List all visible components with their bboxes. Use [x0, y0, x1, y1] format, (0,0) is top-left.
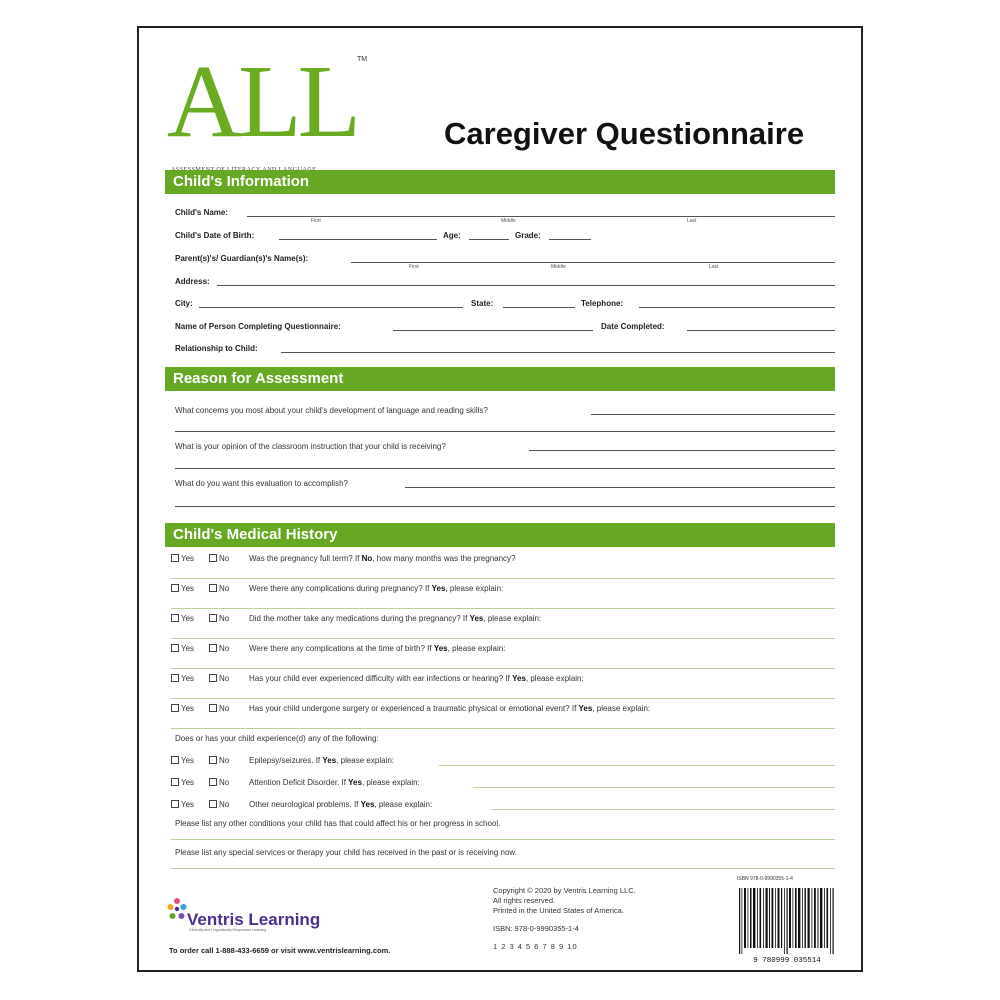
checkbox-square[interactable]	[171, 644, 179, 652]
address-line[interactable]	[217, 285, 835, 286]
logo-letters: ALL	[167, 44, 358, 159]
reason-answer-line[interactable]	[175, 431, 835, 432]
reason-answer-line[interactable]	[529, 450, 835, 451]
no-checkbox[interactable]: No	[209, 704, 229, 713]
checkbox-square[interactable]	[171, 778, 179, 786]
checkbox-square[interactable]	[171, 674, 179, 682]
grade-label: Grade:	[515, 231, 541, 240]
answer-line[interactable]	[439, 765, 835, 766]
answer-line[interactable]	[473, 787, 835, 788]
barcode-icon	[737, 886, 837, 966]
first-caption: First	[311, 218, 321, 224]
yes-checkbox[interactable]: Yes	[171, 584, 194, 593]
state-line[interactable]	[503, 307, 575, 308]
person-completing-line[interactable]	[393, 330, 593, 331]
first-caption: First	[409, 264, 419, 270]
condition-neurological: Other neurological problems. If Yes, please explain:	[249, 800, 433, 809]
age-line[interactable]	[469, 239, 509, 240]
grade-line[interactable]	[549, 239, 591, 240]
yes-checkbox[interactable]: Yes	[171, 554, 194, 563]
dob-label: Child's Date of Birth:	[175, 231, 255, 240]
answer-line[interactable]	[171, 839, 835, 840]
parent-name-line[interactable]	[351, 262, 835, 263]
checkbox-square[interactable]	[209, 756, 217, 764]
checkbox-square[interactable]	[209, 674, 217, 682]
no-checkbox[interactable]: No	[209, 756, 229, 765]
condition-add: Attention Deficit Disorder. If Yes, please explain:	[249, 778, 420, 787]
reason-question-1: What concerns you most about your child's development of language and reading skills?	[175, 406, 488, 415]
document-title: Caregiver Questionnaire	[444, 116, 805, 151]
last-caption: Last	[709, 264, 719, 270]
answer-line[interactable]	[171, 668, 835, 669]
checkbox-square[interactable]	[171, 614, 179, 622]
yes-checkbox[interactable]: Yes	[171, 704, 194, 713]
checkbox-square[interactable]	[171, 584, 179, 592]
city-label: City:	[175, 299, 193, 308]
checkbox-square[interactable]	[171, 704, 179, 712]
reason-answer-line[interactable]	[175, 468, 835, 469]
yes-checkbox[interactable]: Yes	[171, 800, 194, 809]
section-header-childs-information	[165, 170, 835, 194]
telephone-line[interactable]	[639, 307, 835, 308]
ventris-star-icon	[167, 896, 187, 922]
no-checkbox[interactable]: No	[209, 614, 229, 623]
date-completed-label: Date Completed:	[601, 322, 665, 331]
reason-answer-line[interactable]	[175, 506, 835, 507]
conditions-intro: Does or has your child experience(d) any of the following:	[175, 734, 379, 743]
answer-line[interactable]	[171, 578, 835, 579]
medical-question-2: Were there any complications during pregnancy? If Yes, please explain:	[249, 584, 504, 593]
city-line[interactable]	[199, 307, 463, 308]
date-completed-line[interactable]	[687, 330, 835, 331]
state-label: State:	[471, 299, 494, 308]
barcode-isbn-text: ISBN 978-0-9990355-1-4	[737, 876, 793, 882]
reason-question-3: What do you want this evaluation to accomplish?	[175, 479, 348, 488]
questionnaire-page	[137, 26, 863, 972]
no-checkbox[interactable]: No	[209, 800, 229, 809]
answer-line[interactable]	[491, 809, 835, 810]
section-title: Reason for Assessment	[173, 370, 344, 387]
dob-line[interactable]	[279, 239, 437, 240]
yes-checkbox[interactable]: Yes	[171, 644, 194, 653]
no-checkbox[interactable]: No	[209, 778, 229, 787]
childs-name-line[interactable]	[247, 216, 835, 217]
medical-question-5: Has your child ever experienced difficulty with ear infections or hearing? If Yes, please explain:	[249, 674, 584, 683]
answer-line[interactable]	[171, 698, 835, 699]
answer-line[interactable]	[171, 638, 835, 639]
medical-question-3: Did the mother take any medications during the pregnancy? If Yes, please explain:	[249, 614, 542, 623]
section-title: Child's Medical History	[173, 526, 338, 543]
section-title: Child's Information	[173, 173, 310, 190]
medical-question-6: Has your child undergone surgery or experienced a traumatic physical or emotional event? If Yes, please explain:	[249, 704, 651, 713]
other-conditions-prompt: Please list any other conditions your child has that could affect his or her progress in school.	[175, 819, 501, 828]
no-checkbox[interactable]: No	[209, 644, 229, 653]
middle-caption: Middle	[551, 264, 566, 270]
checkbox-square[interactable]	[209, 584, 217, 592]
checkbox-square[interactable]	[209, 644, 217, 652]
yes-checkbox[interactable]: Yes	[171, 614, 194, 623]
yes-checkbox[interactable]: Yes	[171, 756, 194, 765]
checkbox-square[interactable]	[171, 554, 179, 562]
age-label: Age:	[443, 231, 461, 240]
no-checkbox[interactable]: No	[209, 674, 229, 683]
relationship-label: Relationship to Child:	[175, 344, 258, 353]
parent-name-label: Parent(s)'s/ Guardian(s)'s Name(s):	[175, 254, 309, 263]
address-label: Address:	[175, 277, 210, 286]
logo-trademark: TM	[357, 56, 368, 63]
no-checkbox[interactable]: No	[209, 554, 229, 563]
telephone-label: Telephone:	[581, 299, 624, 308]
relationship-line[interactable]	[281, 352, 835, 353]
last-caption: Last	[687, 218, 697, 224]
checkbox-square[interactable]	[171, 800, 179, 808]
reason-answer-line[interactable]	[405, 487, 835, 488]
answer-line[interactable]	[171, 868, 835, 869]
medical-question-1: Was the pregnancy full term? If No, how many months was the pregnancy?	[249, 554, 516, 563]
ventris-tagline: Clinically and Linguistically Responsive Learning	[189, 928, 267, 932]
checkbox-square[interactable]	[209, 554, 217, 562]
middle-caption: Middle	[501, 218, 516, 224]
reason-question-2: What is your opinion of the classroom instruction that your child is receiving?	[175, 442, 446, 451]
childs-name-label: Child's Name:	[175, 208, 229, 217]
person-completing-label: Name of Person Completing Questionnaire:	[175, 322, 341, 331]
checkbox-square[interactable]	[171, 756, 179, 764]
copyright-line: Copyright © 2020 by Ventris Learning LLC.	[493, 886, 636, 895]
ventris-brand-name: Ventris Learning	[187, 910, 321, 929]
yes-checkbox[interactable]: Yes	[171, 778, 194, 787]
section-header-reason-for-assessment	[165, 367, 835, 391]
reason-answer-line[interactable]	[591, 414, 835, 415]
condition-epilepsy: Epilepsy/seizures. If Yes, please explain:	[249, 756, 394, 765]
printed-line: Printed in the United States of America.	[493, 906, 624, 915]
order-info: To order call 1-888-433-6659 or visit www.ventrislearning.com.	[169, 946, 391, 955]
isbn-line: ISBN: 978-0-9990355-1-4	[493, 924, 579, 933]
medical-question-4: Were there any complications at the time of birth? If Yes, please explain:	[249, 644, 506, 653]
checkbox-square[interactable]	[209, 614, 217, 622]
checkbox-square[interactable]	[209, 778, 217, 786]
answer-line[interactable]	[171, 728, 835, 729]
yes-checkbox[interactable]: Yes	[171, 674, 194, 683]
section-header-medical-history	[165, 523, 835, 547]
printing-numbers: 1 2 3 4 5 6 7 8 9 10	[493, 942, 578, 951]
checkbox-square[interactable]	[209, 704, 217, 712]
no-checkbox[interactable]: No	[209, 584, 229, 593]
answer-line[interactable]	[171, 608, 835, 609]
special-services-prompt: Please list any special services or therapy your child has received in the past or is receiving now.	[175, 848, 517, 857]
checkbox-square[interactable]	[209, 800, 217, 808]
barcode-number: 9 780999 035514	[753, 957, 821, 965]
all-logo	[167, 44, 368, 160]
rights-line: All rights reserved.	[493, 896, 556, 905]
